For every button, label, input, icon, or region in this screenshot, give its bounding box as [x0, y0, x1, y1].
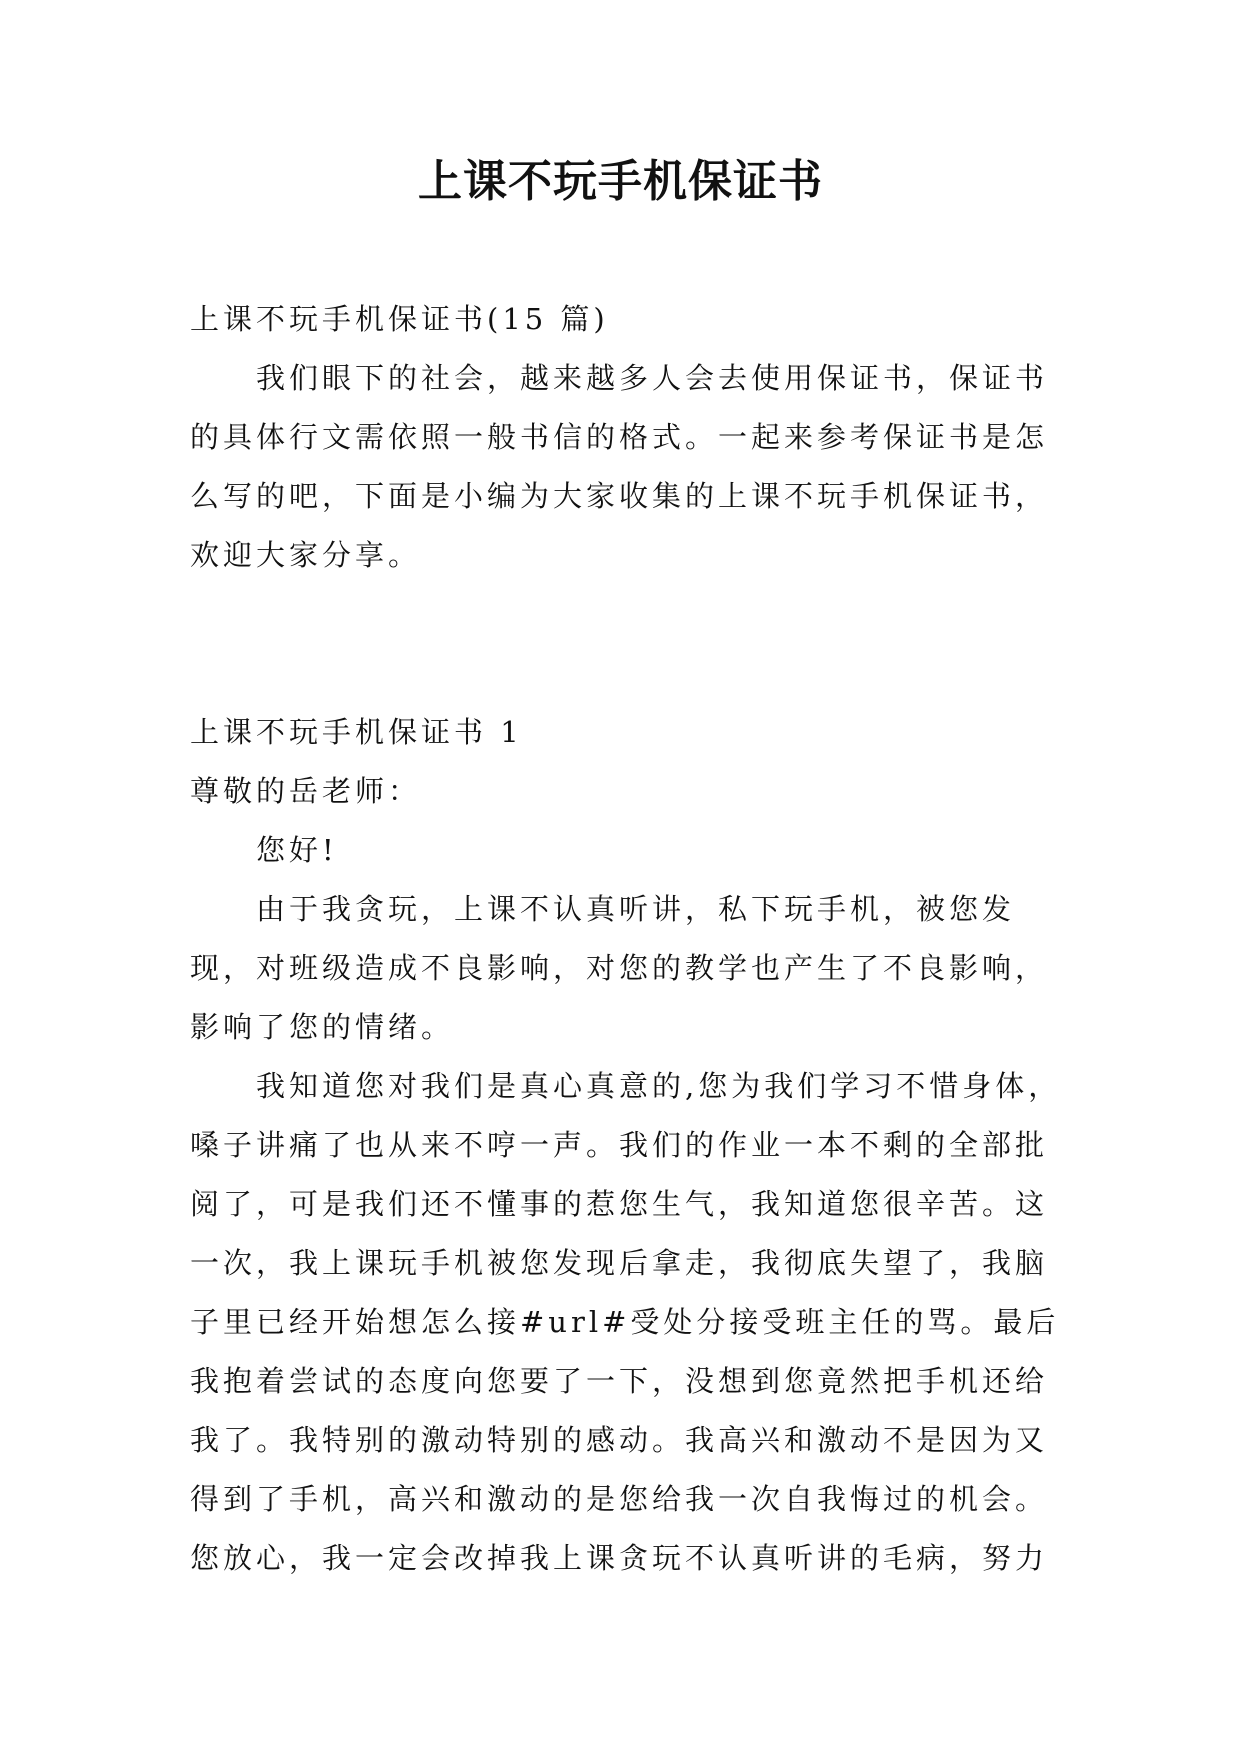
document-title: 上课不玩手机保证书	[418, 156, 823, 207]
section-spacer	[190, 585, 1070, 703]
salutation: 尊敬的岳老师：	[190, 774, 422, 808]
document-body	[190, 290, 1070, 1588]
document-subtitle: 上课不玩手机保证书(15 篇)	[190, 302, 609, 336]
greeting: 您好!	[256, 833, 338, 867]
body-paragraph-1: 由于我贪玩，上课不认真听讲，私下玩手机，被您发现，对班级造成不良影响，对您的教学也产生了不良影响，影响了您的情绪。	[190, 892, 1049, 1044]
body-paragraph-2: 我知道您对我们是真心真意的,您为我们学习不惜身体，嗓子讲痛了也从来不哼一声。我们的作业一本不剩的全部批阅了，可是我们还不懂事的惹您生气，我知道您很辛苦。这一次，我上课玩手机被您发现后拿走，我彻底失望了，我脑子里已经开始想怎么接#url#受处分接受班主任的骂。最后我抱着尝试的态度向您要了一下，没想到您竟然把手机还给我了。我特别的激动特别的感动。我高兴和激动不是因为又得到了手机，高兴和激动的是您给我一次自我悔过的机会。您放心，我一定会改掉我上课贪玩不认真听讲的毛病，努力	[190, 1069, 1062, 1575]
section-heading: 上课不玩手机保证书 1	[190, 715, 523, 749]
intro-paragraph: 我们眼下的社会，越来越多人会去使用保证书，保证书的具体行文需依照一般书信的格式。一起来参考保证书是怎么写的吧，下面是小编为大家收集的上课不玩手机保证书，欢迎大家分享。	[190, 361, 1049, 572]
